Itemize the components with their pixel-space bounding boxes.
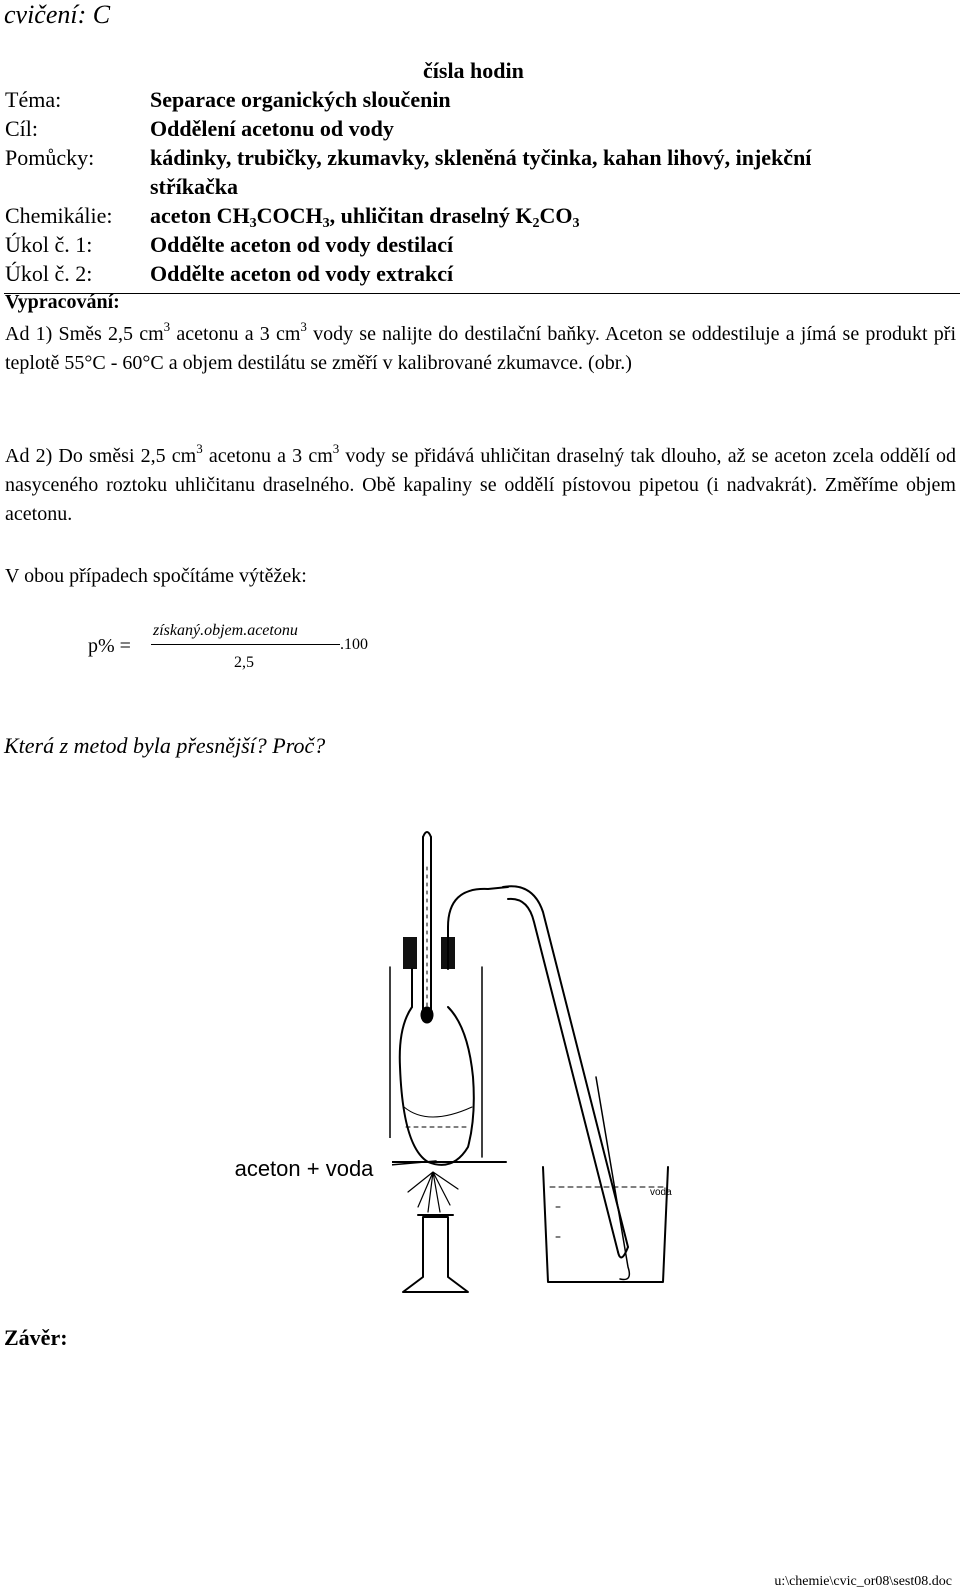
formula-denominator: 2,5 (234, 654, 254, 671)
page-title: cvičení: C (4, 0, 111, 29)
yield-text: V obou případech spočítáme výtěžek: (5, 565, 307, 587)
ad1-text-1: Ad 1) Směs 2,5 cm (5, 323, 164, 345)
fraction-bar (151, 644, 340, 645)
chem-sub-1: 3 (249, 216, 257, 231)
formula-numerator: získaný.objem.acetonu (153, 622, 298, 639)
ad2-paragraph (5, 442, 956, 529)
ad2-text-3: vody se přidává uhličitan draselný tak dlouho, až se aceton zcela oddělí od nasyceného roztoku uhličitanu draselného. Obě kapaliny se oddělí pístovou pipetou (i nadvakrát). Změříme objem acetonu. (5, 445, 957, 525)
ad2-text-1: Ad 2) Do směsi 2,5 cm (5, 445, 197, 467)
ad1-sup-1: 3 (163, 319, 171, 334)
ad1-paragraph (5, 320, 956, 378)
tema-label: Téma: (5, 87, 62, 112)
hours-label: čísla hodin (423, 58, 524, 83)
figure-label: aceton + voda (216, 1138, 392, 1200)
ukol2-label: Úkol č. 2: (5, 261, 93, 286)
ad2-text-2: acetonu a 3 cm (202, 445, 333, 467)
cil-value: Oddělení acetonu od vody (150, 116, 394, 141)
pomucky-label: Pomůcky: (5, 145, 95, 170)
ukol1-label: Úkol č. 1: (5, 232, 93, 257)
section-divider (4, 293, 960, 294)
ad2-sup-1: 3 (196, 441, 203, 456)
question-text: Která z metod byla přesnější? Proč? (4, 733, 326, 758)
chemikalie-value (150, 203, 580, 229)
tema-value: Separace organických sloučenin (150, 87, 451, 112)
chem-text-2: COCH (256, 203, 323, 228)
chem-text-3: , uhličitan draselný K (329, 203, 533, 228)
chem-sub-2: 3 (322, 216, 330, 231)
vypracovani-heading: Vypracování: (5, 291, 120, 313)
ad1-sup-2: 3 (300, 319, 307, 334)
chem-sub-4: 3 (572, 216, 580, 231)
chem-sub-3: 2 (532, 216, 540, 231)
conclusion-heading: Závěr: (4, 1325, 68, 1350)
formula-left: p% = (88, 635, 131, 657)
ukol1-value: Oddělte aceton od vody destilací (150, 232, 454, 257)
ukol2-value: Oddělte aceton od vody extrakcí (150, 261, 454, 286)
ad1-text-3: vody se nalijte do destilační baňky. Aceton se oddestiluje a jímá se produkt při teplotě 55°C - 60°C a objem destilátu se změří v kalibrované zkumavce. (obr.) (5, 323, 957, 374)
pomucky-value-line2: stříkačka (150, 174, 238, 199)
chem-text-1: aceton CH (150, 203, 250, 228)
beaker-label: voda (650, 1187, 672, 1198)
ad1-text-2: acetonu a 3 cm (170, 323, 301, 345)
chem-text-4: CO (539, 203, 573, 228)
chemikalie-label: Chemikálie: (5, 203, 113, 228)
file-path-footer: u:\chemie\cvic_or08\sest08.doc (774, 1574, 952, 1589)
distillation-diagram (328, 827, 704, 1298)
cil-label: Cíl: (5, 116, 39, 141)
ad2-sup-2: 3 (332, 441, 340, 456)
pomucky-value-line1: kádinky, trubičky, zkumavky, skleněná tyčinka, kahan lihový, injekční (150, 145, 812, 170)
formula-tail: .100 (340, 636, 368, 653)
distillation-apparatus-figure (328, 827, 704, 1298)
